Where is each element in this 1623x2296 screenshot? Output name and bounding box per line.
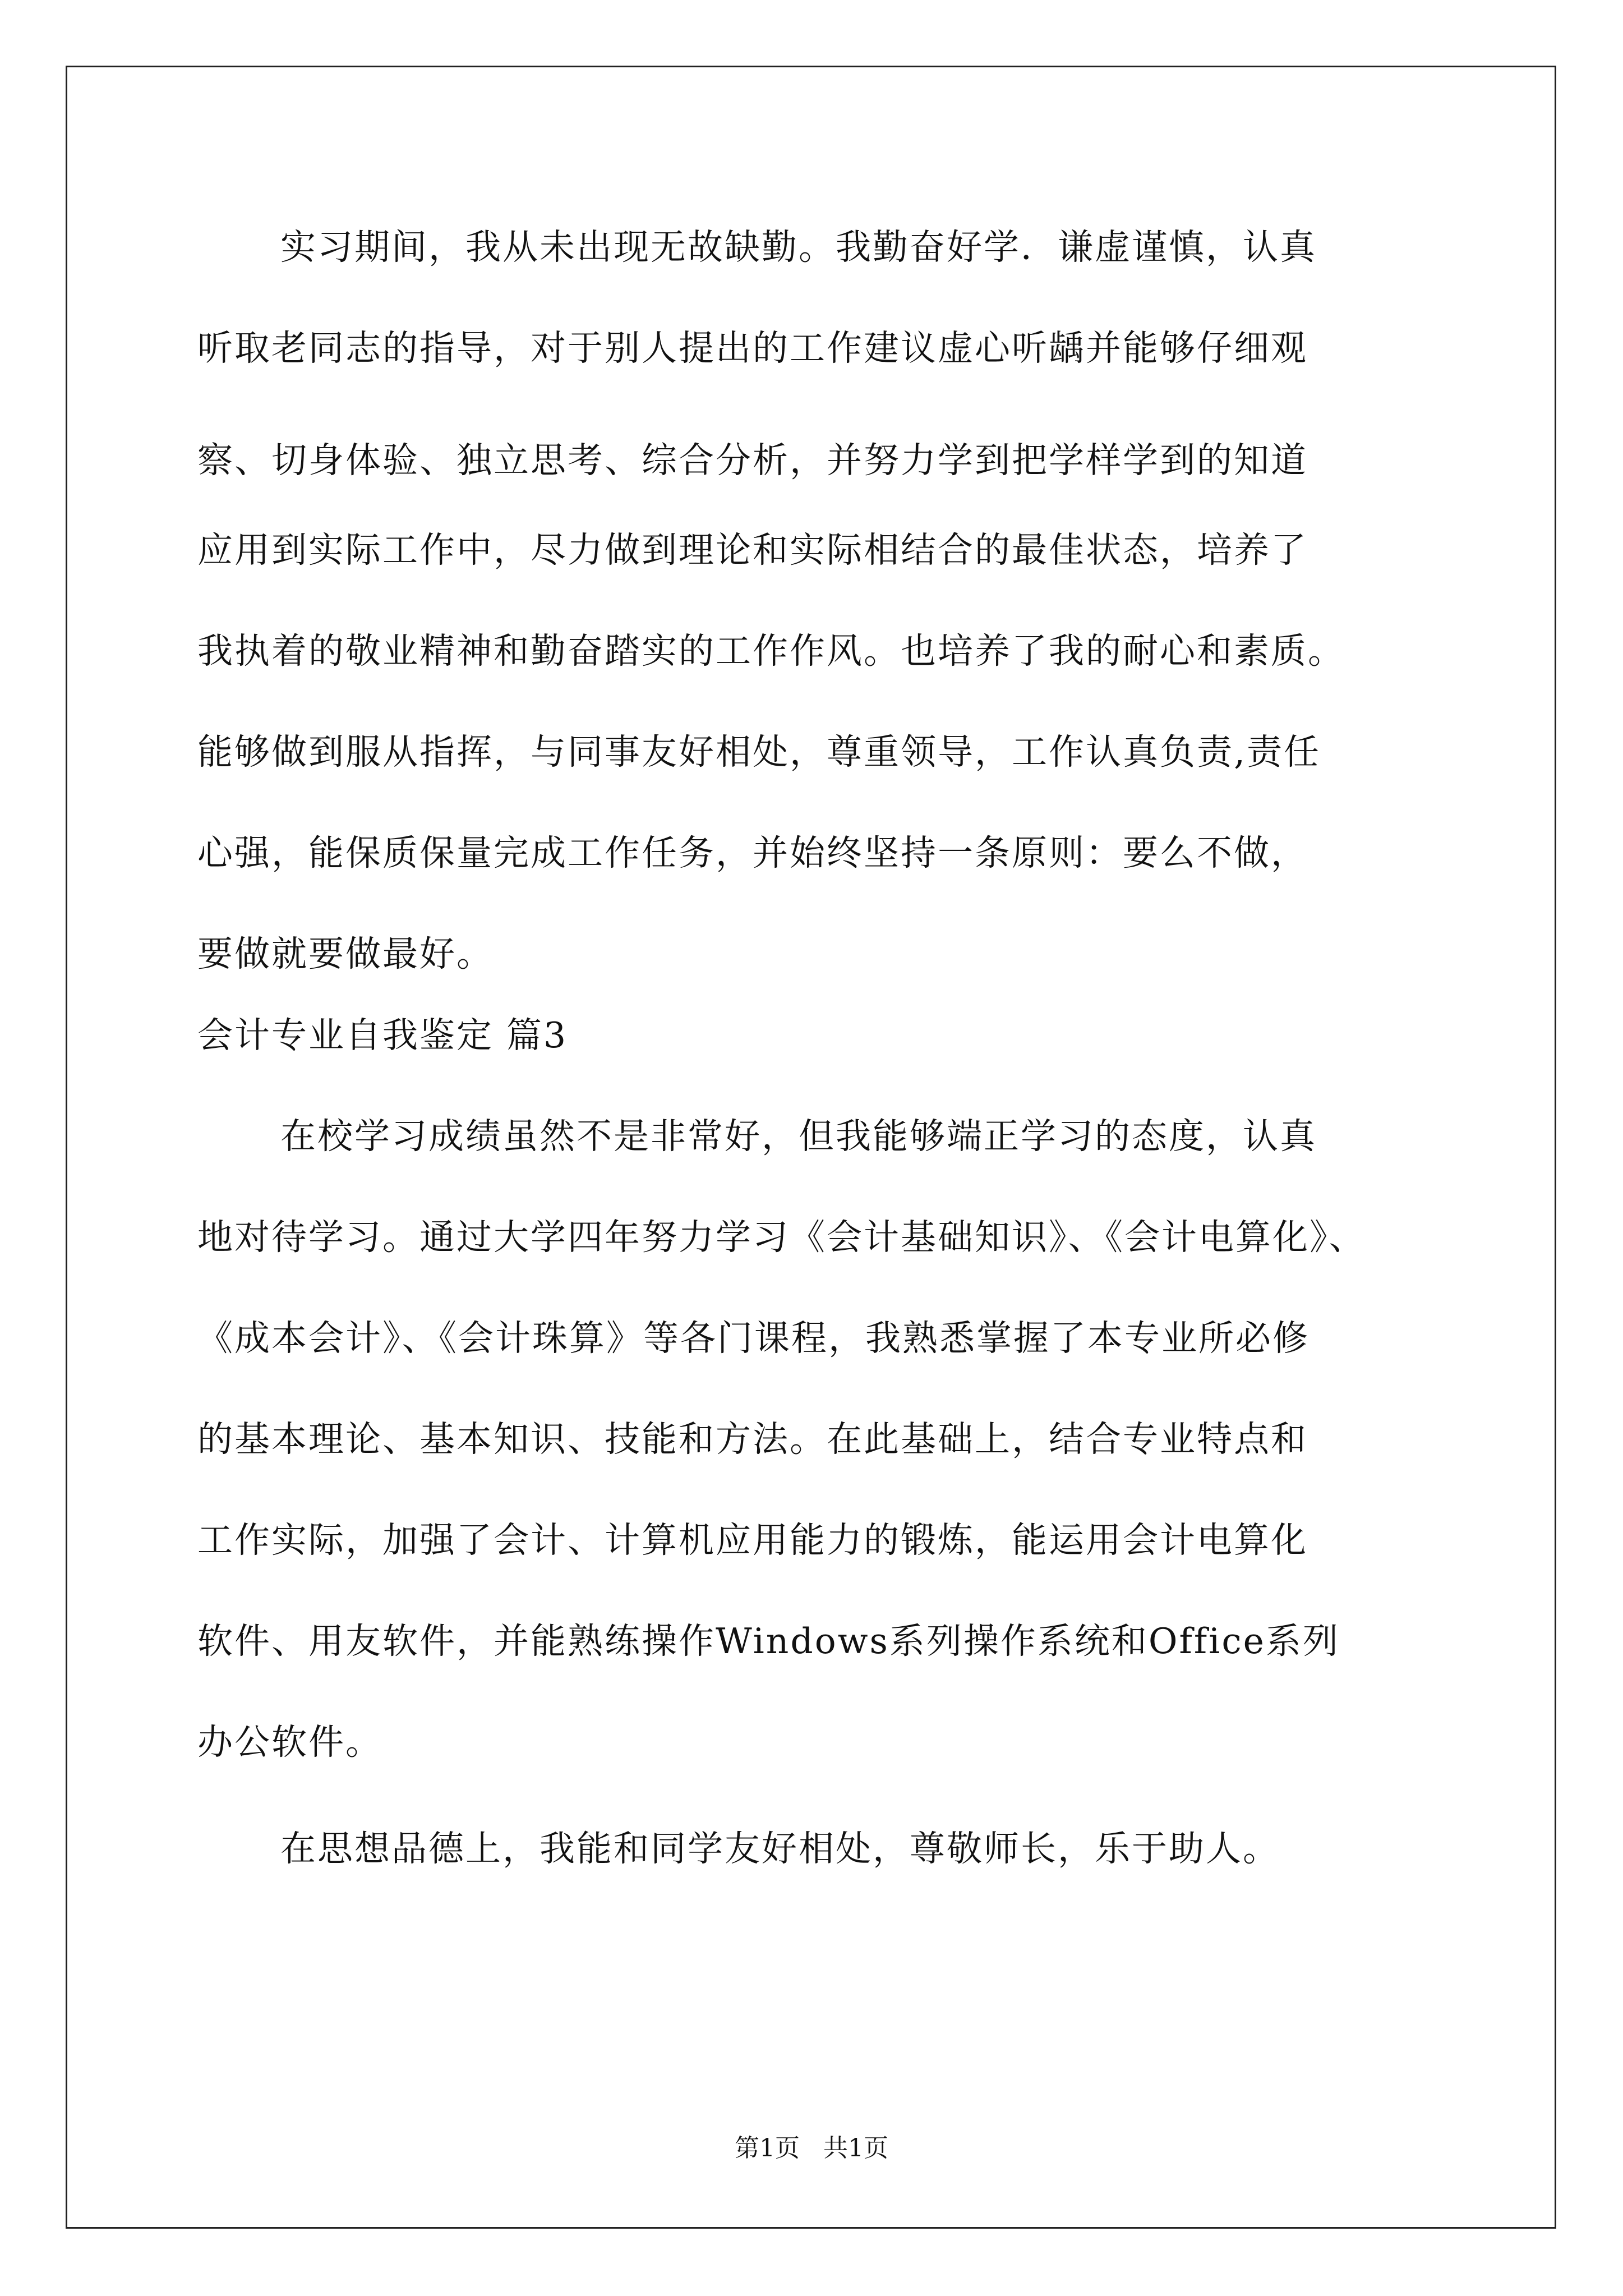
paragraph-line: 应用到实际工作中，尽力做到理论和实际相结合的最佳状态，培养了 [197, 530, 1308, 570]
paragraph-line: 地对待学习。通过大学四年努力学习《会计基础知识》、《会计电算化》、 [197, 1217, 1366, 1258]
paragraph-line: 《成本会计》、《会计珠算》等各门课程，我熟悉掌握了本专业所必修 [197, 1318, 1310, 1359]
paragraph-line: 工作实际，加强了会计、计算机应用能力的锻炼，能运用会计电算化 [197, 1520, 1308, 1561]
paragraph-line: 在校学习成绩虽然不是非常好，但我能够端正学习的态度，认真 [280, 1116, 1317, 1157]
paragraph-line: 要做就要做最好。 [197, 933, 494, 974]
paragraph-line: 我执着的敬业精神和勤奋踏实的工作作风。也培养了我的耐心和素质。 [197, 631, 1345, 671]
paragraph-line: 的基本理论、基本知识、技能和方法。在此基础上，结合专业特点和 [197, 1419, 1308, 1460]
page-footer: 第1页 共1页 [735, 2134, 888, 2162]
paragraph-line: 在思想品德上，我能和同学友好相处，尊敬师长，乐于助人。 [280, 1828, 1280, 1869]
paragraph-line: 软件、用友软件，并能熟练操作Windows系列操作系统和Office系列 [197, 1621, 1340, 1662]
section-heading: 会计专业自我鉴定 篇3 [197, 1015, 568, 1056]
paragraph-line: 能够做到服从指挥，与同事友好相处，尊重领导，工作认真负责,责任 [197, 731, 1321, 772]
paragraph-line: 实习期间，我从未出现无故缺勤。我勤奋好学．谦虚谨慎，认真 [280, 227, 1317, 268]
paragraph-line: 办公软件。 [197, 1722, 382, 1763]
paragraph-line: 心强，能保质保量完成工作任务，并始终坚持一条原则：要么不做， [197, 832, 1308, 873]
paragraph-line: 察、切身体验、独立思考、综合分析，并努力学到把学样学到的知道 [197, 440, 1308, 481]
paragraph-line: 听取老同志的指导，对于别人提出的工作建议虚心听龋并能够仔细观 [197, 328, 1308, 369]
